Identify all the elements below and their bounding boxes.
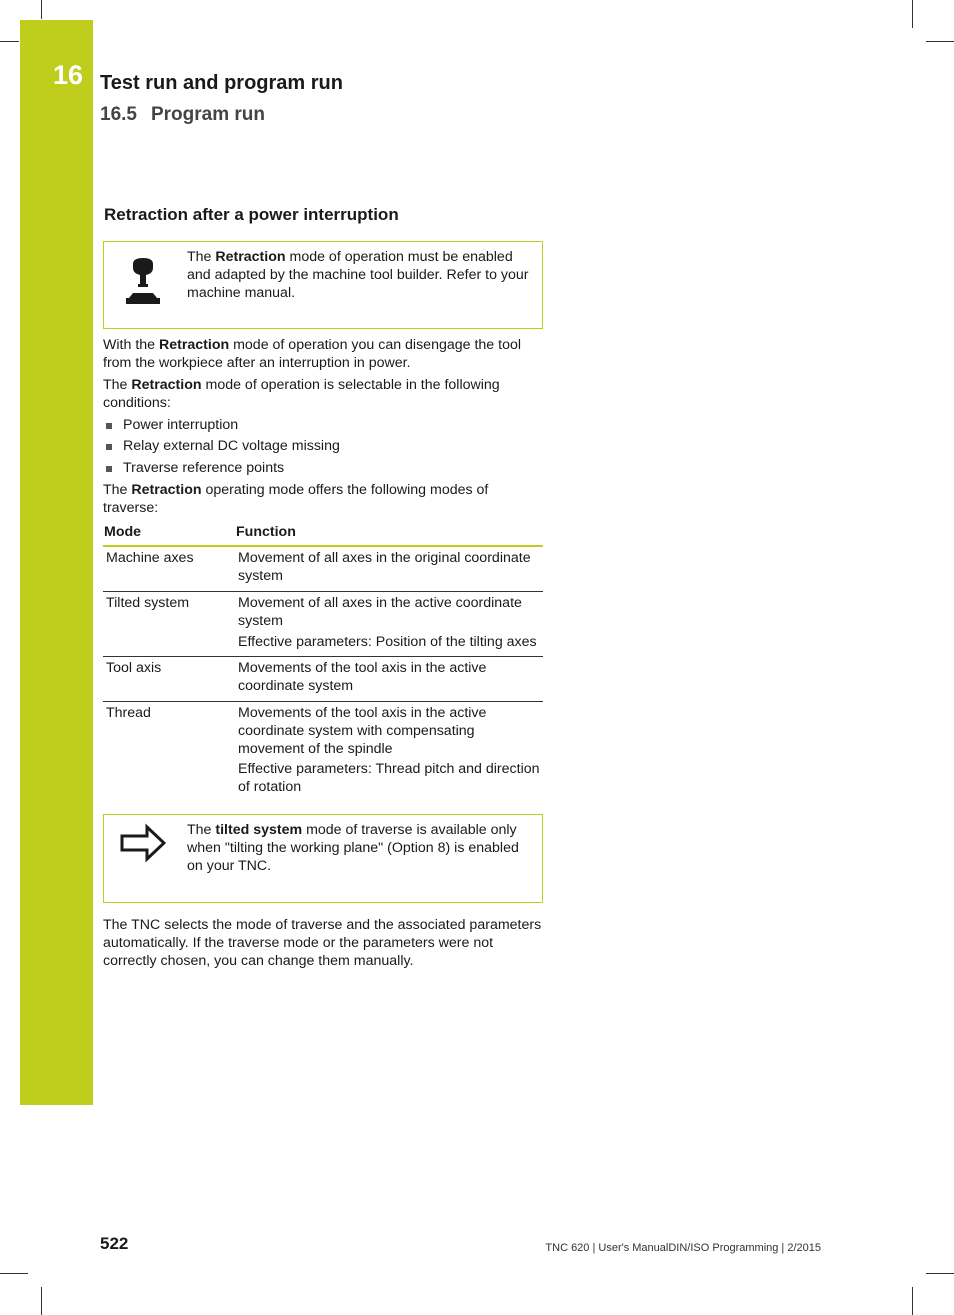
- note-text: mode of traverse is available only when "tilting the working plane" (Option 8) is enabled on your TNC.: [187, 821, 519, 874]
- function-cell: [235, 546, 543, 591]
- text: mode of operation is selectable in the following conditions:: [103, 376, 500, 411]
- table-row: [103, 546, 543, 591]
- function-text: Movement of all axes in the original coordinate system: [238, 550, 531, 585]
- text: With the: [103, 337, 159, 354]
- text: mode of operation you can disengage the tool from the workpiece after an interruption in power.: [103, 337, 521, 372]
- section-number: 16.5: [100, 104, 137, 125]
- text: The: [103, 481, 132, 498]
- keyword: Retraction: [158, 337, 230, 354]
- function-cell: [235, 657, 543, 702]
- chapter-side-band: [20, 20, 93, 1105]
- note-text: The: [187, 249, 216, 265]
- crop-mark: [912, 0, 913, 28]
- table-row: [103, 591, 543, 656]
- paragraph: [103, 377, 543, 413]
- section-title: [100, 104, 265, 126]
- mode-cell: Machine axes: [103, 546, 235, 591]
- note-text: The: [187, 821, 216, 838]
- text: The: [103, 376, 132, 393]
- crop-mark: [41, 1287, 42, 1315]
- mode-cell: Tool axis: [103, 657, 235, 702]
- table-row: [103, 701, 543, 801]
- function-text: Effective parameters: Thread pitch and direction of rotation: [238, 761, 540, 796]
- page-number: 522: [100, 1234, 129, 1253]
- crop-mark: [0, 1273, 28, 1274]
- function-cell: [235, 591, 543, 656]
- machine-note-box: [103, 241, 543, 329]
- function-text: Movements of the tool axis in the active coordinate system: [238, 660, 487, 695]
- chapter-title: Test run and program run: [100, 72, 343, 94]
- info-note-box: [103, 814, 543, 903]
- function-text: Movement of all axes in the active coordinate system: [238, 594, 522, 629]
- paragraph: The TNC selects the mode of traverse and the associated parameters automatically. If the traverse mode or the parameters were not correctly chosen, you can change them manually.: [103, 917, 542, 969]
- arrow-right-icon: [104, 815, 182, 902]
- page-content: [103, 205, 543, 975]
- keyword: Retraction: [131, 376, 202, 393]
- info-note-text: [182, 815, 542, 902]
- column-header: Mode: [103, 522, 235, 547]
- table-header-row: [103, 522, 543, 547]
- note-keyword: tilted system: [215, 821, 303, 838]
- text: operating mode offers the following modes of traverse:: [103, 481, 489, 516]
- crop-mark: [926, 1273, 954, 1274]
- chapter-number: 16: [53, 60, 84, 90]
- note-text: mode of operation must be enabled and adapted by the machine tool builder. Refer to your machine manual.: [187, 249, 529, 301]
- note-keyword: Retraction: [215, 249, 286, 265]
- crop-mark: [912, 1287, 913, 1315]
- crop-mark: [41, 0, 42, 19]
- crop-mark: [0, 41, 19, 42]
- list-item: Relay external DC voltage missing: [103, 438, 543, 456]
- traverse-modes-table: [103, 522, 543, 802]
- list-item: Power interruption: [103, 417, 543, 435]
- mode-cell: Tilted system: [103, 591, 235, 656]
- function-cell: [235, 701, 543, 801]
- paragraph: [103, 482, 543, 518]
- section-name: Program run: [150, 104, 266, 125]
- list-item: Traverse reference points: [103, 460, 543, 478]
- column-header: Function: [235, 522, 543, 547]
- machine-builder-icon: [104, 242, 182, 328]
- keyword: Retraction: [131, 481, 202, 498]
- paragraph: [103, 337, 543, 373]
- subheading: Retraction after a power interruption: [104, 205, 399, 224]
- machine-note-text: [182, 242, 542, 328]
- condition-list: [103, 417, 543, 478]
- crop-mark: [926, 41, 954, 42]
- mode-cell: Thread: [106, 704, 151, 721]
- function-text: Movements of the tool axis in the active coordinate system with compensating movement of the spindle: [238, 704, 487, 757]
- function-text: Effective parameters: Position of the tilting axes: [238, 633, 537, 650]
- table-row: [103, 657, 543, 702]
- document-info: TNC 620 | User's ManualDIN/ISO Programming | 2/2015: [545, 1242, 821, 1254]
